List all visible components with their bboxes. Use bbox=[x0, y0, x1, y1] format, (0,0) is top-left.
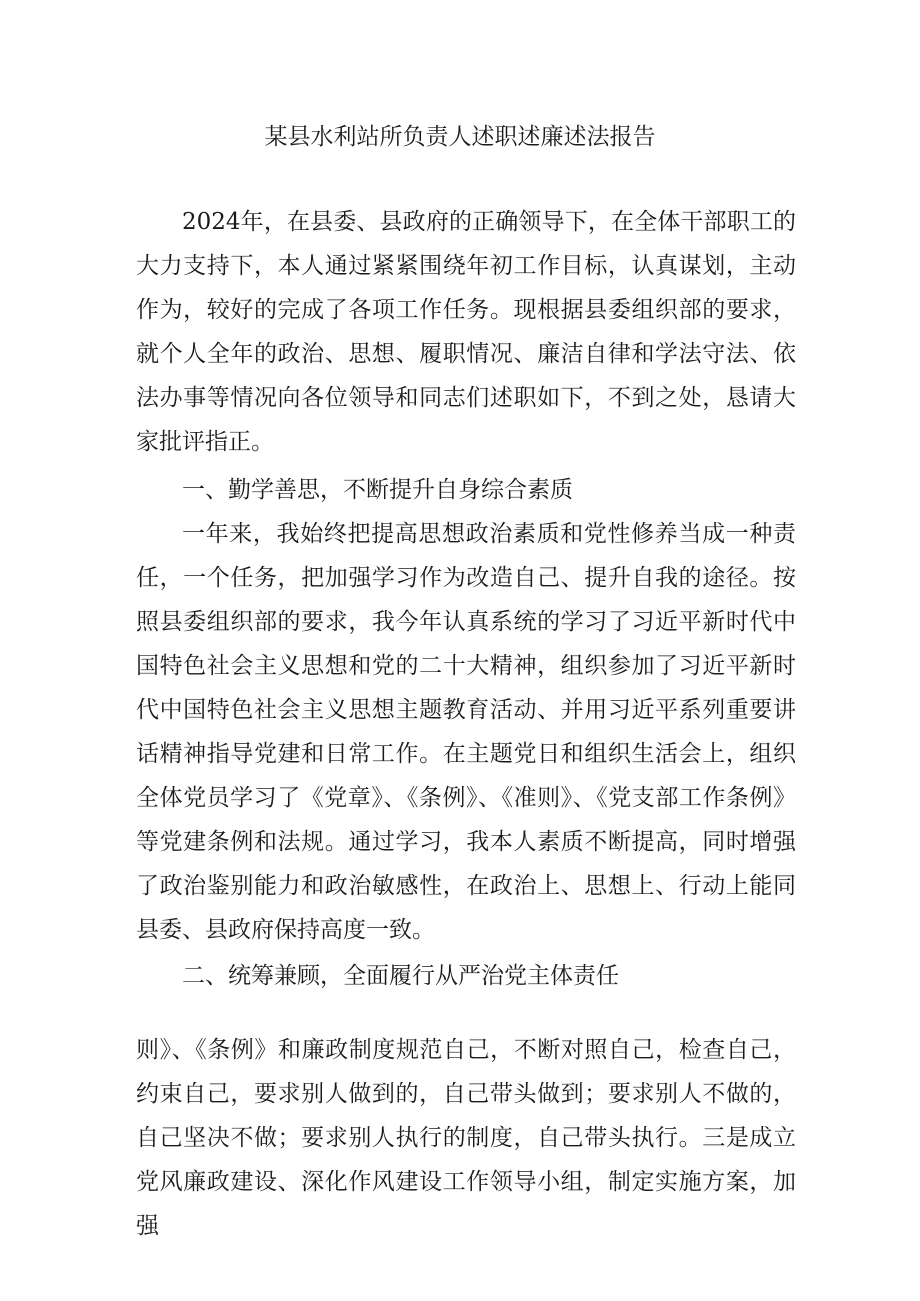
section-1-heading: 一、勤学善思，不断提升自身综合素质 bbox=[182, 477, 573, 503]
intro-paragraph: 2024年，在县委、县政府的正确领导下，在全体干部职工的大力支持下，本人通过紧紧围绕年初工作目标，认真谋划，主动作为，较好的完成了各项工作任务。现根据县委组织部的要求，就个人全年的政治、思想、履职情况、廉洁自律和学法守法、依法办事等情况向各位领导和同志们述职如下，不到之处，恳请大家批评指正。 bbox=[136, 209, 796, 455]
document-body bbox=[136, 200, 796, 1248]
section-1-paragraph: 一年来，我始终把提高思想政治素质和党性修养当成一种责任，一个任务，把加强学习作为改造自己、提升自我的途径。按照县委组织部的要求，我今年认真系统的学习了习近平新时代中国特色社会主义思想和党的二十大精神，组织参加了习近平新时代中国特色社会主义思想主题教育活动、并用习近平系列重要讲话精神指导党建和日常工作。在主题党日和组织生活会上，组织全体党员学习了《党章》、《条例》、《准则》、《党支部工作条例》等党建条例和法规。通过学习，我本人素质不断提高，同时增强了政治鉴别能力和政治敏感性，在政治上、思想上、行动上能同县委、县政府保持高度一致。 bbox=[136, 521, 796, 943]
document-title: 某县水利站所负责人述职述廉述法报告 bbox=[264, 124, 656, 150]
section-2-heading: 二、统筹兼顾，全面履行从严治党主体责任 bbox=[182, 963, 619, 989]
section-2-paragraph: 则》、《条例》和廉政制度规范自己，不断对照自己，检查自己，约束自己，要求别人做到的，自己带头做到；要求别人不做的，自己坚决不做；要求别人执行的制度，自己带头执行。三是成立党风廉政建设、深化作风建设工作领导小组，制定实施方案，加强 bbox=[136, 1037, 796, 1239]
